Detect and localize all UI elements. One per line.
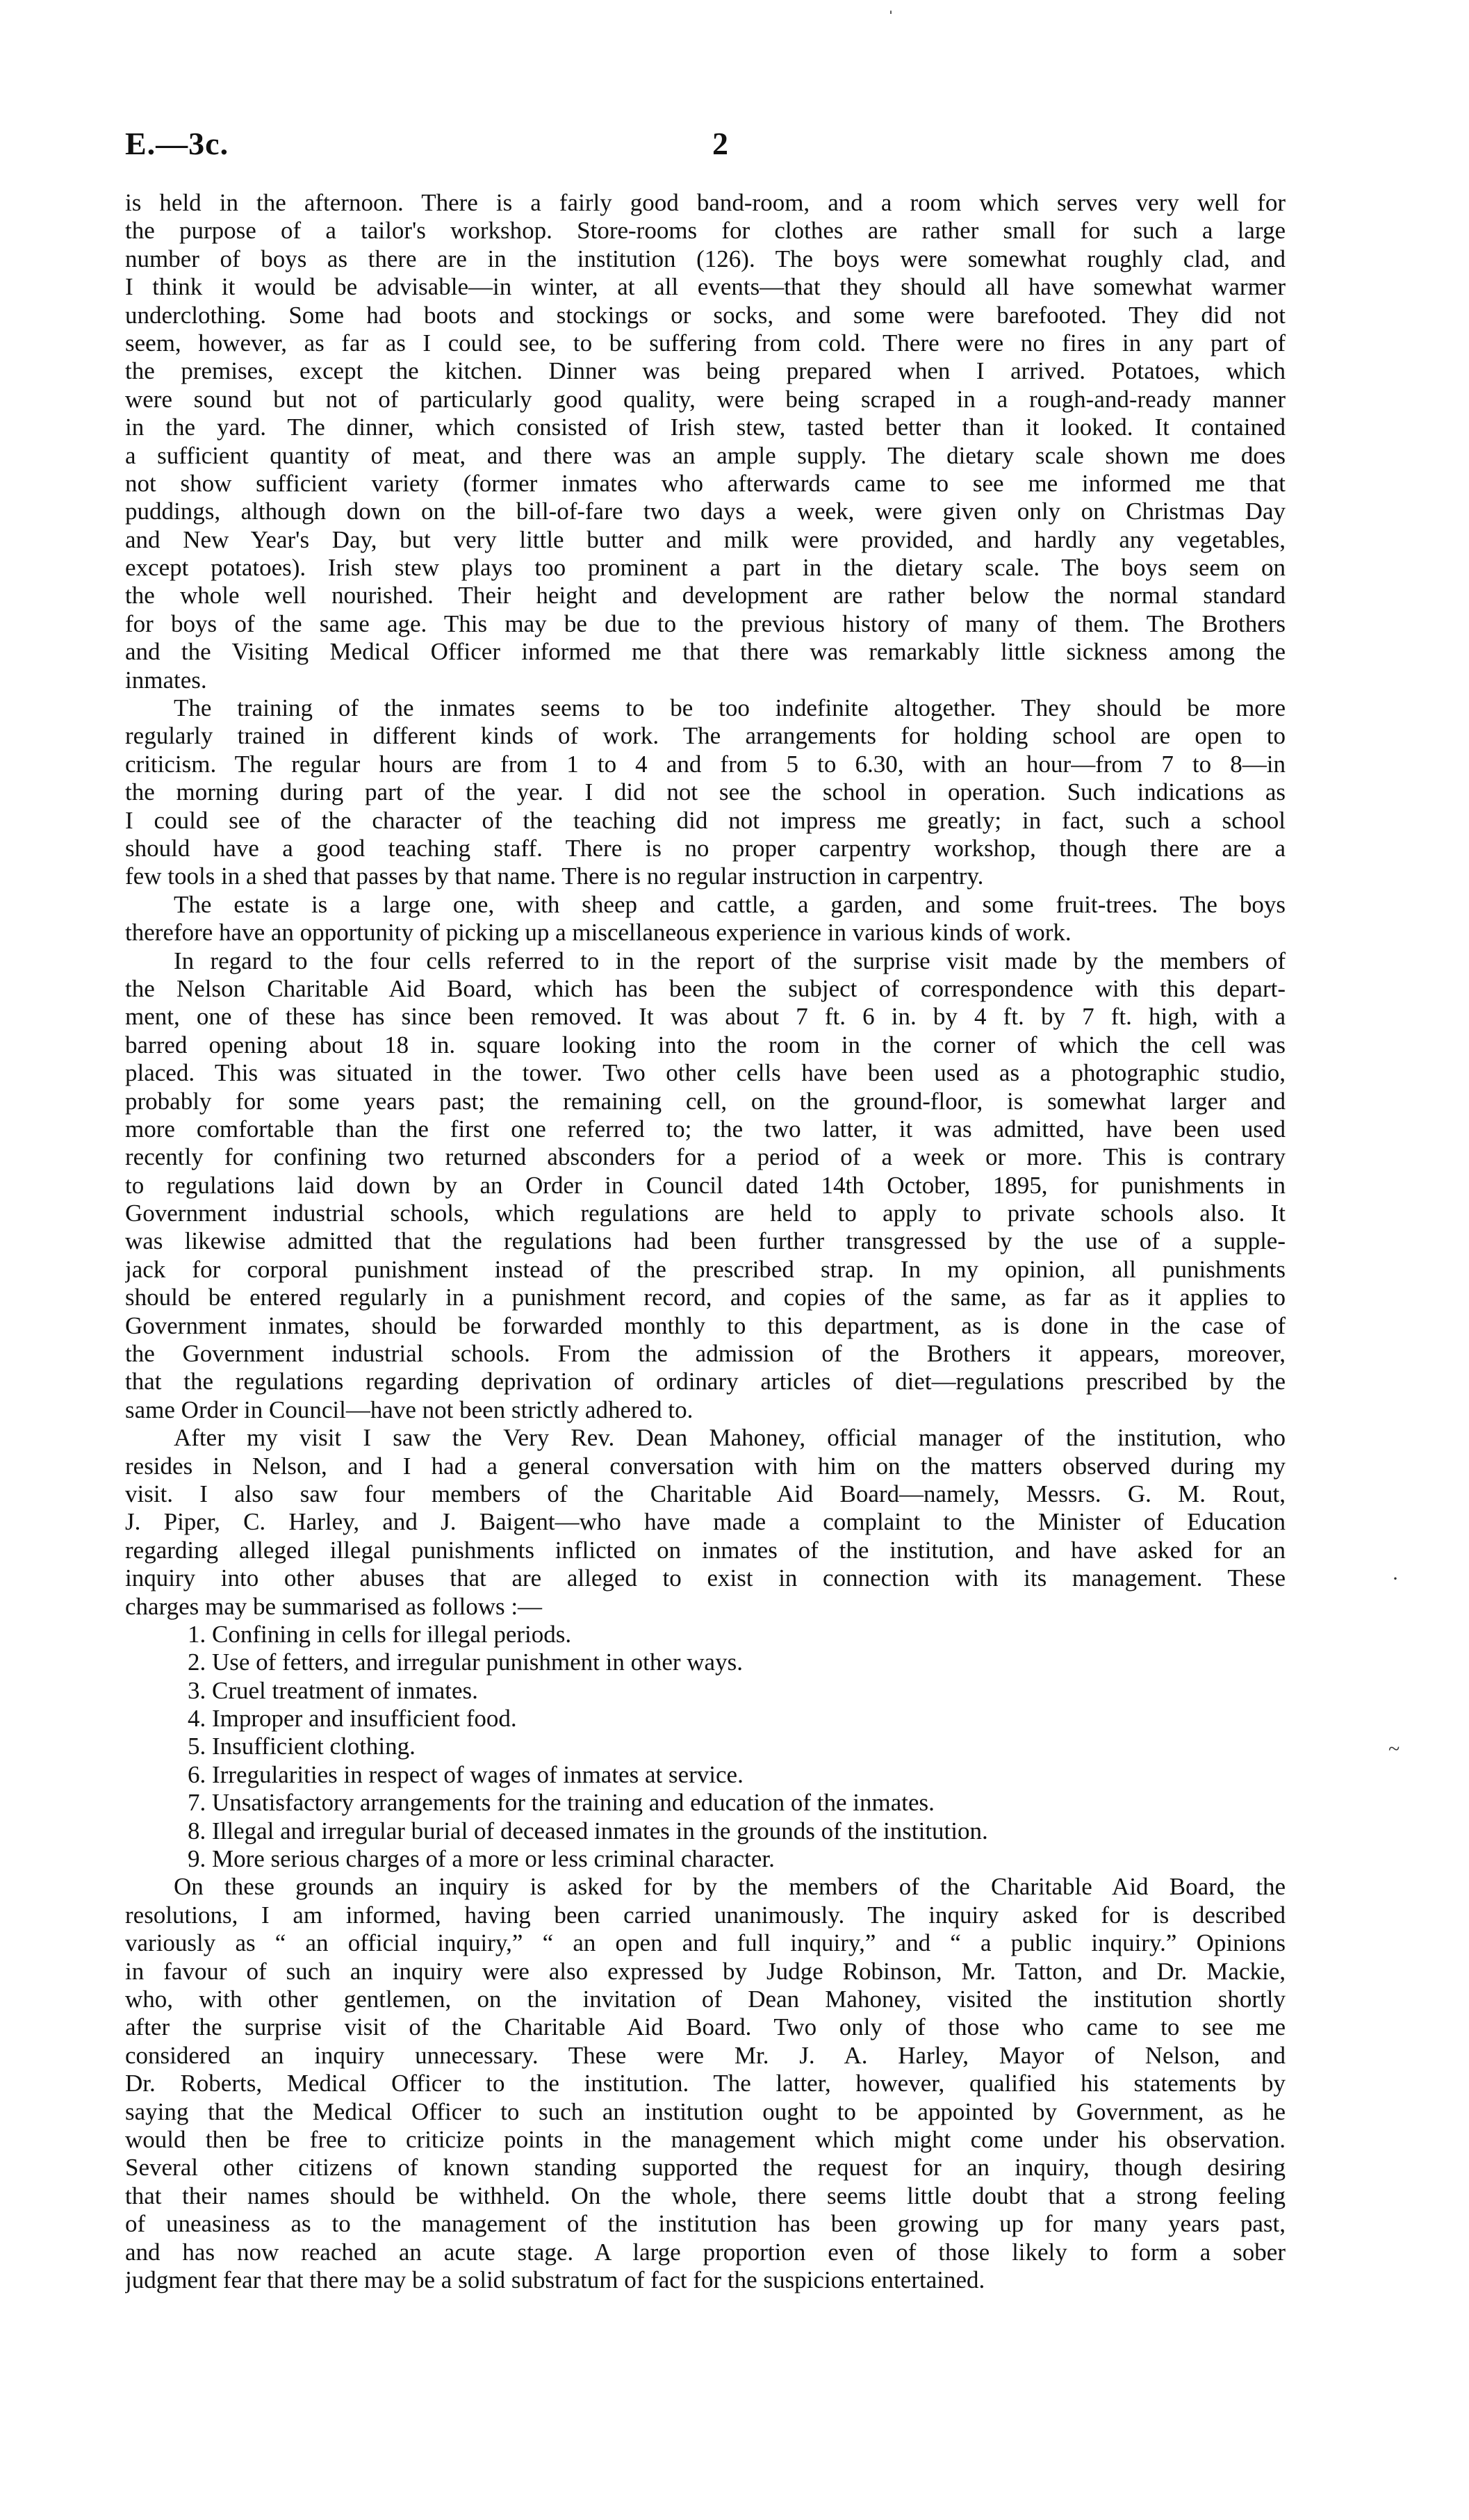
text-line: saying that the Medical Officer to such an institution ought to be appointed by Government, as he: [125, 2097, 1286, 2125]
paragraph: [125, 891, 1286, 947]
text-line: of uneasiness as to the management of the institution has been growing up for many years past,: [125, 2210, 1286, 2238]
list-item: 3. Cruel treatment of inmates.: [188, 1676, 478, 1704]
text-line: few tools in a shed that passes by that name. There is no regular instruction in carpentry.: [125, 862, 984, 890]
text-line: to regulations laid down by an Order in Council dated 14th October, 1895, for punishments in: [125, 1171, 1286, 1199]
text-line: I could see of the character of the teaching did not impress me greatly; in fact, such a school: [125, 806, 1286, 834]
text-line: that their names should be withheld. On the whole, there seems little doubt that a strong feeling: [125, 2182, 1286, 2209]
list-item: 5. Insufficient clothing.: [188, 1733, 416, 1760]
text-line: jack for corporal punishment instead of the prescribed strap. In my opinion, all punishments: [125, 1255, 1286, 1283]
paragraph: [125, 1424, 1286, 1621]
text-line: regarding alleged illegal punishments inflicted on inmates of the institution, and have asked for an: [125, 1536, 1286, 1564]
text-line: The training of the inmates seems to be too indefinite altogether. They should be more: [174, 694, 1286, 722]
text-line: is held in the afternoon. There is a fairly good band-room, and a room which serves very well for: [125, 189, 1286, 216]
text-line: and New Year's Day, but very little butter and milk were provided, and hardly any vegetables,: [125, 525, 1286, 553]
text-line: variously as “ an official inquiry,” “ an open and full inquiry,” and “ a public inquiry.” Opinions: [125, 1929, 1286, 1957]
paragraph: [125, 694, 1286, 891]
text-line: except potatoes). Irish stew plays too prominent a part in the dietary scale. The boys seem on: [125, 554, 1286, 582]
list-item: 6. Irregularities in respect of wages of inmates at service.: [188, 1760, 744, 1788]
text-line: should have a good teaching staff. There is no proper carpentry workshop, though there are a: [125, 834, 1286, 862]
text-line: the Nelson Charitable Aid Board, which has been the subject of correspondence with this depart-: [125, 974, 1286, 1002]
text-line: placed. This was situated in the tower. Two other cells have been used as a photographic studio,: [125, 1059, 1286, 1087]
text-line: On these grounds an inquiry is asked for by the members of the Charitable Aid Board, the: [174, 1873, 1286, 1901]
text-line: who, with other gentlemen, on the invitation of Dean Mahoney, visited the institution shortly: [125, 1986, 1286, 2013]
text-line: Dr. Roberts, Medical Officer to the institution. The latter, however, qualified his statements by: [125, 2070, 1286, 2097]
list-item: 2. Use of fetters, and irregular punishment in other ways.: [188, 1648, 743, 1676]
text-line: resolutions, I am informed, having been carried unanimously. The inquiry asked for is described: [125, 1901, 1286, 1929]
text-line: therefore have an opportunity of picking up a miscellaneous experience in various kinds of work.: [125, 919, 1072, 947]
text-line: would then be free to criticize points in the management which might come under his observation.: [125, 2125, 1286, 2153]
text-line: criticism. The regular hours are from 1 to 4 and from 5 to 6.30, with an hour—from 7 to 8—in: [125, 750, 1286, 778]
text-line: In regard to the four cells referred to in the report of the surprise visit made by the members of: [174, 947, 1286, 974]
paragraph: [125, 189, 1286, 694]
text-line: the purpose of a tailor's workshop. Store-rooms for clothes are rather small for such a large: [125, 217, 1286, 245]
text-line: were sound but not of particularly good quality, were being scraped in a rough-and-ready manner: [125, 385, 1286, 413]
text-line: in favour of such an inquiry were also expressed by Judge Robinson, Mr. Tatton, and Dr. Mackie,: [125, 1957, 1286, 1985]
paragraph: [125, 1873, 1286, 2294]
text-line: charges may be summarised as follows :—: [125, 1592, 543, 1620]
text-line: recently for confining two returned absconders for a period of a week or more. This is contrary: [125, 1143, 1286, 1171]
text-line: judgment fear that there may be a solid substratum of fact for the suspicions entertained.: [125, 2266, 985, 2293]
document-code: E.—3c.: [125, 126, 229, 161]
text-line: in the yard. The dinner, which consisted of Irish stew, tasted better than it looked. It contained: [125, 414, 1286, 441]
text-line: for boys of the same age. This may be due to the previous history of many of them. The Brothers: [125, 609, 1286, 637]
page-header: [125, 125, 1286, 167]
text-line: a sufficient quantity of meat, and there was an ample supply. The dietary scale shown me does: [125, 441, 1286, 469]
scan-speck: ~: [1388, 1737, 1400, 1760]
text-line: same Order in Council—have not been strictly adhered to.: [125, 1396, 694, 1423]
text-line: the whole well nourished. Their height and development are rather below the normal standard: [125, 582, 1286, 609]
text-line: the morning during part of the year. I did not see the school in operation. Such indications as: [125, 778, 1286, 806]
text-line: after the surprise visit of the Charitable Aid Board. Two only of those who came to see me: [125, 2013, 1286, 2041]
text-line: and the Visiting Medical Officer informed me that there was remarkably little sickness among the: [125, 638, 1286, 666]
text-line: not show sufficient variety (former inmates who afterwards came to see me informed me that: [125, 469, 1286, 497]
list-item: 4. Improper and insufficient food.: [188, 1705, 517, 1733]
text-line: inmates.: [125, 666, 207, 694]
text-line: ment, one of these has since been removed. It was about 7 ft. 6 in. by 4 ft. by 7 ft. high, with a: [125, 1003, 1286, 1031]
text-line: number of boys as there are in the institution (126). The boys were somewhat roughly clad, and: [125, 245, 1286, 272]
list-item: 8. Illegal and irregular burial of deceased inmates in the grounds of the institution.: [188, 1817, 988, 1844]
text-line: The estate is a large one, with sheep and cattle, a garden, and some fruit-trees. The boys: [174, 890, 1286, 918]
text-line: probably for some years past; the remaining cell, on the ground-floor, is somewhat larger and: [125, 1087, 1286, 1115]
text-line: I think it would be advisable—in winter, at all events—that they should all have somewhat warmer: [125, 273, 1286, 301]
text-line: the premises, except the kitchen. Dinner was being prepared when I arrived. Potatoes, which: [125, 357, 1286, 385]
text-line: and has now reached an acute stage. A large proportion even of those likely to form a sober: [125, 2238, 1286, 2266]
text-line: that the regulations regarding deprivation of ordinary articles of diet—regulations prescribed by the: [125, 1368, 1286, 1396]
text-line: barred opening about 18 in. square looking into the room in the corner of which the cell was: [125, 1031, 1286, 1058]
text-line: puddings, although down on the bill-of-fare two days a week, were given only on Christmas Day: [125, 498, 1286, 525]
text-line: more comfortable than the first one referred to; the two latter, it was admitted, have been used: [125, 1115, 1286, 1143]
text-line: underclothing. Some had boots and stockings or socks, and some were barefooted. They did not: [125, 301, 1286, 329]
text-line: After my visit I saw the Very Rev. Dean Mahoney, official manager of the institution, who: [174, 1424, 1286, 1452]
page-number: 2: [712, 126, 728, 161]
scan-speck: ·: [1392, 1567, 1399, 1590]
text-line: Several other citizens of known standing supported the request for an inquiry, though desiring: [125, 2154, 1286, 2182]
text-line: Government industrial schools, which regulations are held to apply to private schools also. It: [125, 1200, 1286, 1227]
text-line: the Government industrial schools. From the admission of the Brothers it appears, moreover,: [125, 1340, 1286, 1368]
text-line: regularly trained in different kinds of work. The arrangements for holding school are open to: [125, 722, 1286, 750]
text-line: visit. I also saw four members of the Charitable Aid Board—namely, Messrs. G. M. Rout,: [125, 1480, 1286, 1507]
text-line: Government inmates, should be forwarded monthly to this department, as is done in the case of: [125, 1311, 1286, 1339]
scan-speck: ˈ: [887, 7, 894, 30]
list-item: 7. Unsatisfactory arrangements for the training and education of the inmates.: [188, 1789, 935, 1817]
text-line: seem, however, as far as I could see, to be suffering from cold. There were no fires in any part of: [125, 329, 1286, 357]
paragraph: [125, 947, 1286, 1425]
text-line: considered an inquiry unnecessary. These were Mr. J. A. Harley, Mayor of Nelson, and: [125, 2041, 1286, 2069]
charges-list: [125, 1621, 1286, 1874]
text-line: inquiry into other abuses that are alleged to exist in connection with its management. These: [125, 1564, 1286, 1592]
text-line: should be entered regularly in a punishment record, and copies of the same, as far as it applies to: [125, 1284, 1286, 1311]
text-line: was likewise admitted that the regulations had been further transgressed by the use of a supple-: [125, 1227, 1286, 1255]
list-item: 1. Confining in cells for illegal periods.: [188, 1620, 572, 1648]
list-item: 9. More serious charges of a more or less criminal character.: [188, 1845, 775, 1873]
text-line: J. Piper, C. Harley, and J. Baigent—who have made a complaint to the Minister of Education: [125, 1508, 1286, 1536]
document-body: [125, 189, 1286, 2294]
text-line: resides in Nelson, and I had a general conversation with him on the matters observed during my: [125, 1452, 1286, 1480]
